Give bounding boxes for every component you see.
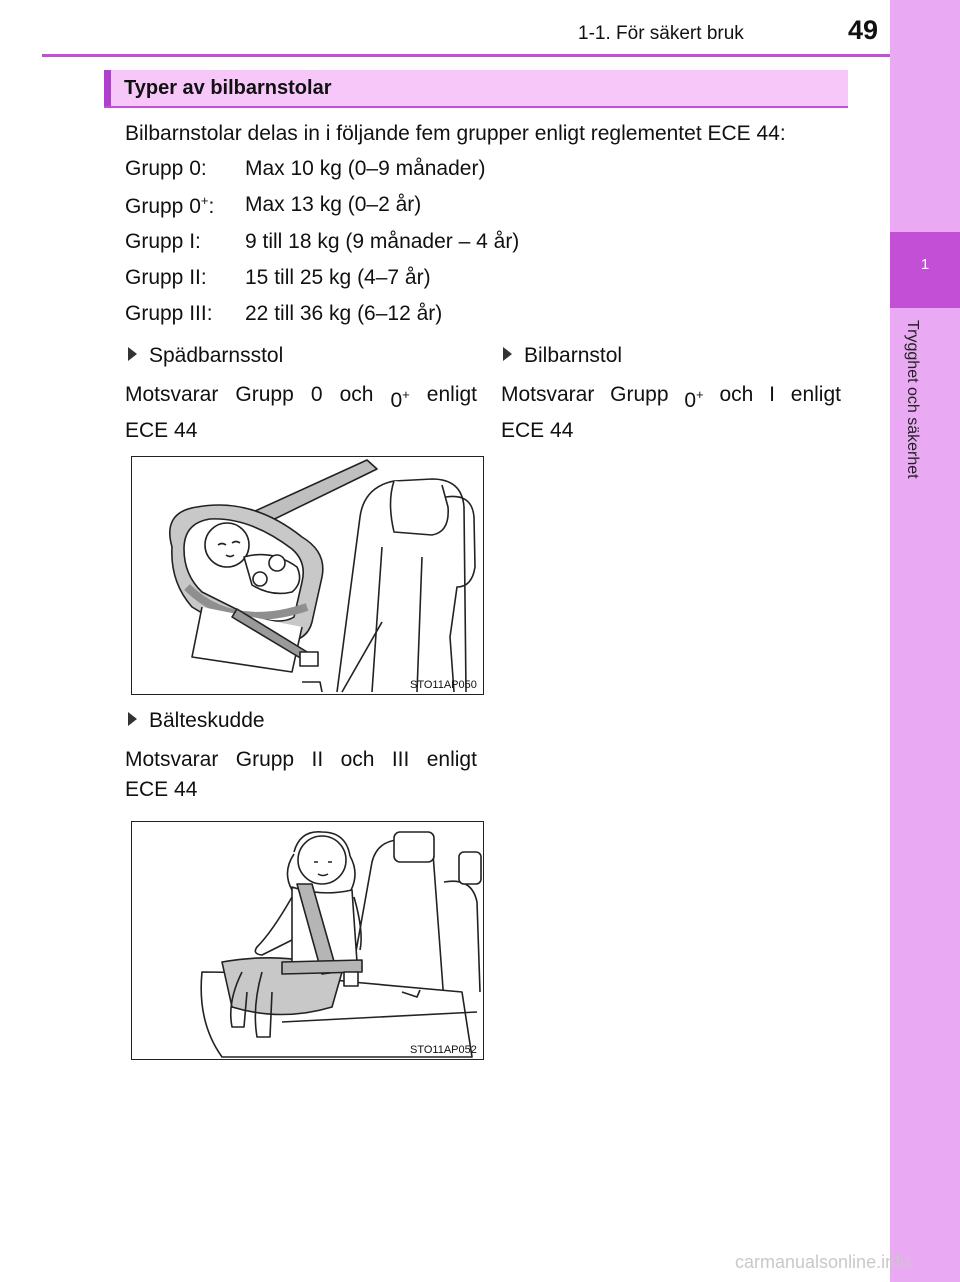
infant-seat-illustration (131, 456, 484, 695)
chapter-title: Trygghet och säkerhet (904, 320, 921, 479)
booster-heading: Bälteskudde (128, 709, 265, 733)
chapter-number: 1 (920, 256, 930, 273)
group-0-value: Max 10 kg (0–9 månader) (245, 157, 486, 180)
watermark: carmanualsonline.info (735, 1252, 911, 1272)
child-seat-description: Motsvarar Grupp 0+ och I enligt ECE 44 (501, 383, 841, 442)
booster-illustration (131, 821, 484, 1060)
group-1-label: Grupp I: (125, 230, 201, 253)
page-number: 49 (848, 15, 879, 45)
bullet-triangle-icon (503, 347, 512, 361)
group-3-value: 22 till 36 kg (6–12 år) (245, 302, 443, 325)
section-title-bar (104, 70, 848, 108)
figure-code: STO11AP050 (410, 679, 477, 691)
infant-seat-heading: Spädbarnsstol (128, 344, 283, 368)
intro-text: Bilbarnstolar delas in i följande fem grupper enligt reglementet ECE 44: (125, 122, 786, 145)
group-2-label: Grupp II: (125, 266, 207, 289)
group-0plus-value: Max 13 kg (0–2 år) (245, 193, 422, 216)
chapter-number-box (890, 232, 960, 308)
infant-seat-description: Motsvarar Grupp 0 och 0+ enligt ECE 44 (125, 383, 477, 442)
group-1-value: 9 till 18 kg (9 månader – 4 år) (245, 230, 520, 253)
header-rule (42, 54, 890, 57)
title-accent (104, 70, 111, 106)
group-3-label: Grupp III: (125, 302, 213, 325)
section-heading: 1-1. För säkert bruk (578, 23, 744, 44)
group-2-value: 15 till 25 kg (4–7 år) (245, 266, 431, 289)
group-0-label: Grupp 0: (125, 157, 207, 180)
child-seat-heading: Bilbarnstol (503, 344, 622, 368)
bullet-triangle-icon (128, 712, 137, 726)
figure-code: STO11AP052 (410, 1044, 477, 1056)
booster-description: Motsvarar Grupp II och III enligt ECE 44 (125, 748, 477, 801)
chapter-side-tab (890, 0, 960, 1282)
section-title: Typer av bilbarnstolar (124, 77, 332, 99)
group-0plus-label: Grupp 0+: (125, 193, 215, 218)
bullet-triangle-icon (128, 347, 137, 361)
